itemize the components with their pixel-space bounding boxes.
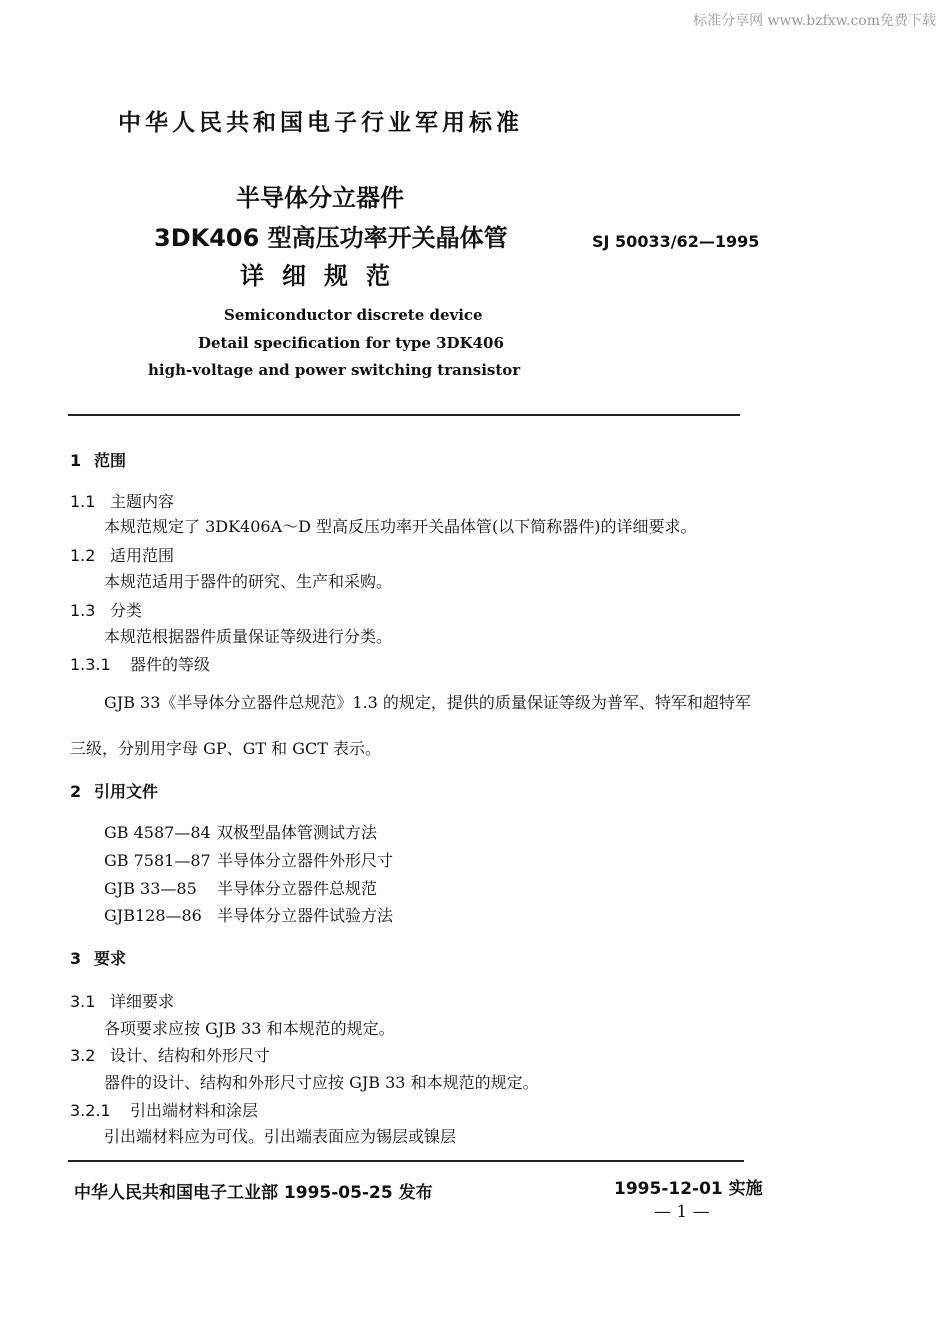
section-3-1-text: 各项要求应按 GJB 33 和本规范的规定。 bbox=[104, 1019, 395, 1038]
section-3-1-heading: 3.1 详细要求 bbox=[70, 992, 175, 1011]
reference-item bbox=[104, 820, 377, 843]
reference-item bbox=[104, 903, 393, 926]
issue-date: 中华人民共和国电子工业部 1995-05-25 发布 bbox=[74, 1183, 433, 1203]
section-2-heading: 2 引用文件 bbox=[70, 782, 159, 801]
section-3-2-1-heading: 3.2.1 引出端材料和涂层 bbox=[70, 1101, 259, 1120]
top-divider bbox=[68, 414, 740, 416]
doc-title-line1: 半导体分立器件 bbox=[236, 184, 404, 212]
effective-date: 1995-12-01 实施 bbox=[614, 1179, 763, 1199]
reference-code: GB 4587—84 bbox=[104, 823, 211, 842]
reference-name: 双极型晶体管测试方法 bbox=[217, 823, 378, 842]
reference-name: 半导体分立器件总规范 bbox=[217, 879, 378, 898]
section-1-heading: 1 范围 bbox=[70, 451, 127, 470]
reference-item bbox=[104, 848, 393, 871]
doc-title-line2: 3DK406 型高压功率开关晶体管 bbox=[154, 224, 508, 252]
reference-code: GJB128—86 bbox=[104, 906, 202, 925]
doc-title-line3: 详细规范 bbox=[240, 262, 408, 290]
section-1-3-1-text-line2: 三级，分别用字母 GP、GT 和 GCT 表示。 bbox=[70, 739, 382, 758]
section-1-3-1-heading: 1.3.1 器件的等级 bbox=[70, 655, 211, 674]
english-title-line1: Semiconductor discrete device bbox=[224, 306, 483, 324]
section-3-2-1-text: 引出端材料应为可伐。引出端表面应为锡层或镍层 bbox=[104, 1127, 457, 1146]
english-title-line2: Detail specification for type 3DK406 bbox=[198, 334, 504, 352]
reference-name: 半导体分立器件试验方法 bbox=[217, 906, 394, 925]
section-1-1-text: 本规范规定了 3DK406A～D 型高反压功率开关晶体管(以下简称器件)的详细要求。 bbox=[104, 517, 697, 536]
section-1-3-text: 本规范根据器件质量保证等级进行分类。 bbox=[104, 627, 393, 646]
section-1-3-1-text-line1: GJB 33《半导体分立器件总规范》1.3 的规定，提供的质量保证等级为普军、特军和超特军 bbox=[104, 693, 751, 712]
reference-code: GJB 33—85 bbox=[104, 879, 197, 898]
standard-code: SJ 50033/62—1995 bbox=[592, 232, 760, 251]
page-number: — 1 — bbox=[654, 1202, 710, 1222]
section-1-2-text: 本规范适用于器件的研究、生产和采购。 bbox=[104, 572, 393, 591]
section-3-heading: 3 要求 bbox=[70, 949, 127, 968]
section-1-2-heading: 1.2 适用范围 bbox=[70, 546, 175, 565]
reference-name: 半导体分立器件外形尺寸 bbox=[217, 851, 394, 870]
english-title-line3: high-voltage and power switching transistor bbox=[148, 361, 521, 379]
reference-code: GB 7581—87 bbox=[104, 851, 211, 870]
section-1-3-heading: 1.3 分类 bbox=[70, 601, 143, 620]
section-1-1-heading: 1.1 主题内容 bbox=[70, 492, 175, 511]
standard-type-heading: 中华人民共和国电子行业军用标准 bbox=[118, 110, 523, 136]
section-3-2-heading: 3.2 设计、结构和外形尺寸 bbox=[70, 1046, 271, 1065]
reference-item bbox=[104, 876, 377, 899]
section-3-2-text: 器件的设计、结构和外形尺寸应按 GJB 33 和本规范的规定。 bbox=[104, 1073, 539, 1092]
watermark: 标准分享网 www.bzfxw.com免费下载 bbox=[693, 13, 936, 29]
footer-divider bbox=[68, 1160, 744, 1162]
